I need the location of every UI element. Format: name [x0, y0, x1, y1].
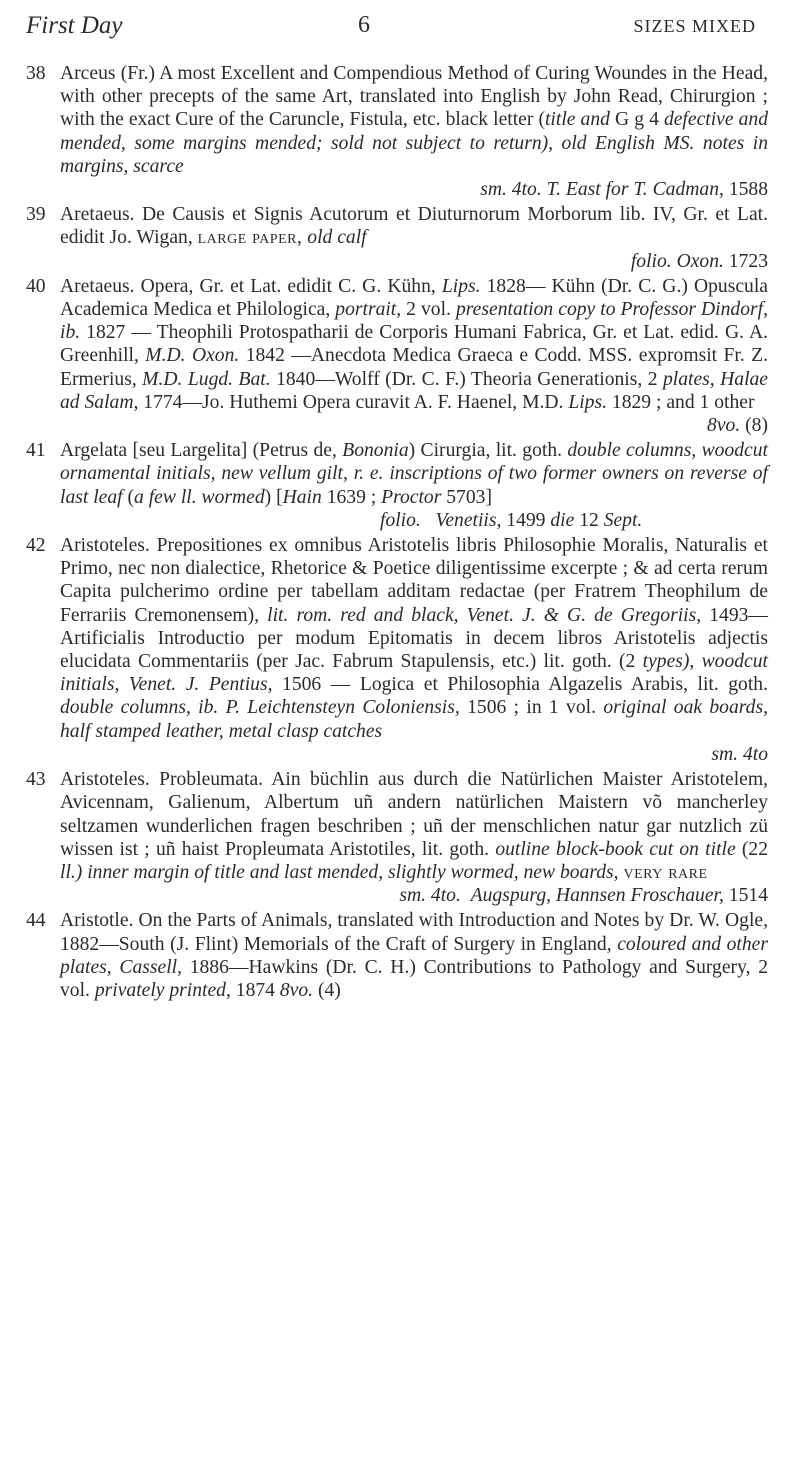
page-number: 6	[358, 12, 370, 38]
lot-format: 8vo. (8)	[707, 415, 768, 437]
lot-imprint: sm. 4to. Augspurg, Hannsen Froschauer, 1514	[399, 885, 768, 907]
running-title: First Day	[26, 12, 123, 39]
lot-entry-42	[26, 534, 768, 766]
lot-imprint: folio. Oxon. 1723	[630, 250, 768, 272]
lot-entry-41	[26, 439, 768, 532]
lot-description: Aristotle. On the Parts of Animals, translated with Introduction and Notes by Dr. W. Ogle, 1882—South (J. Flint) Memorials of the Craft of Surgery in England, coloured and other plates, Cassell, 1886—Hawkins (Dr. C. H.) Contributions to Pathology and Surgery, 2 vol. privately printed, 1874 8vo. (4)	[60, 910, 768, 1001]
lot-description: Aristoteles. Prepositiones ex omnibus Aristotelis libris Philosophie Moralis, Naturalis et Primo, nec non dialectice, Rhetorice & Poetice diligentissime excerpte ; & ad certa rerum Capita pulcherimo ordine per tabellam additam redactae (per Fratrem Theophilum de Ferrariis Cremonensem), lit. rom. red and black, Venet. J. & G. de Gregoriis, 1493— Artificialis Introductio per modum Epitomatis in decem libros Aristotelis adjectis elucidata Commentariis (per Jac. Fabrum Stapulensis, etc.) lit. goth. (2 types), woodcut initials, Venet. J. Pentius, 1506 — Logica et Philosophia Algazelis Arabis, lit. goth. double columns, ib. P. Leichtensteyn Coloniensis, 1506 ; in 1 vol. original oak boards, half stamped leather, metal clasp catches sm. 4to	[60, 535, 769, 765]
lot-description: Argelata [seu Largelita] (Petrus de, Bononia) Cirurgia, lit. goth. double columns, woodcut ornamental initials, new vellum gilt, r. e. inscriptions of two former owners on reverse of last leaf (a few ll. wormed) [Hain 1639 ; Proctor 5703] folio. Venetiis, 1499 die 12 Sept.	[60, 440, 768, 531]
lot-number: 42	[26, 535, 46, 557]
lot-list	[26, 62, 768, 1004]
lot-entry-38	[26, 62, 768, 201]
lot-number: 38	[26, 63, 46, 84]
lot-description: Aretaeus. De Causis et Signis Acutorum et Diuturnorum Morborum lib. IV, Gr. et Lat. edidit Jo. Wigan, large paper, old calf folio. Oxon. 1723	[60, 204, 768, 272]
section-title: SIZES MIXED	[633, 16, 756, 36]
lot-entry-44	[26, 909, 768, 1002]
lot-entry-39	[26, 203, 768, 273]
lot-description: Aretaeus. Opera, Gr. et Lat. edidit C. G. Kühn, Lips. 1828— Kühn (Dr. C. G.) Opuscula Academica Medica et Philologica, portrait, 2 vol. presentation copy to Professor Dindorf, ib. 1827 — Theophili Protospatharii de Corporis Humani Fabrica, Gr. et Lat. edid. G. A. Greenhill, M.D. Oxon. 1842 —Anecdota Medica Graeca e Codd. MSS. expromsit Fr. Z. Ermerius, M.D. Lugd. Bat. 1840—Wolff (Dr. C. F.) Theoria Generationis, 2 plates, Halae ad Salam, 1774—Jo. Huthemi Opera curavit A. F. Haenel, M.D. Lips. 1829 ; and 1 other 8vo. (8)	[60, 275, 769, 437]
lot-description: Aristoteles. Probleumata. Ain büchlin aus durch die Natürlichen Maister Aristotelem, Avicennam, Galienum, Albertum uñ andern natürlichen Maistern võ mancherley seltzamen wunderlichen fragen beschriben ; uñ der menschlichen natur gar nutzlich zü wissen ist ; uñ haist Propleumata Aristotiles, lit. goth. outline block-book cut on title (22 ll.) inner margin of title and last mended, slightly wormed, new boards, very rare sm. 4to. Augspurg, Hannsen Froschauer, 1514	[60, 769, 768, 907]
lot-entry-40	[26, 275, 768, 437]
lot-imprint: folio. Venetiis, 1499 die 12 Sept.	[380, 509, 643, 531]
lot-format: sm. 4to	[711, 743, 768, 765]
lot-number: 44	[26, 910, 46, 932]
lot-imprint: sm. 4to. T. East for T. Cadman, 1588	[480, 179, 768, 201]
page-header	[26, 12, 756, 42]
lot-number: 39	[26, 204, 46, 226]
lot-number: 43	[26, 769, 46, 791]
lot-number: 40	[26, 275, 46, 297]
lot-number: 41	[26, 440, 46, 462]
lot-entry-43	[26, 768, 768, 907]
lot-description: Arceus (Fr.) A most Excellent and Compendious Method of Curing Woundes in the Head, with other precepts of the same Art, translated into English by John Read, Chirurgion ; with the exact Cure of the Caruncle, Fistula, etc. black letter (title and G g 4 defective and mended, some margins mended; sold not subject to return), old English MS. notes in margins, scarce sm. 4to. T. East for T. Cadman, 1588	[60, 63, 769, 201]
